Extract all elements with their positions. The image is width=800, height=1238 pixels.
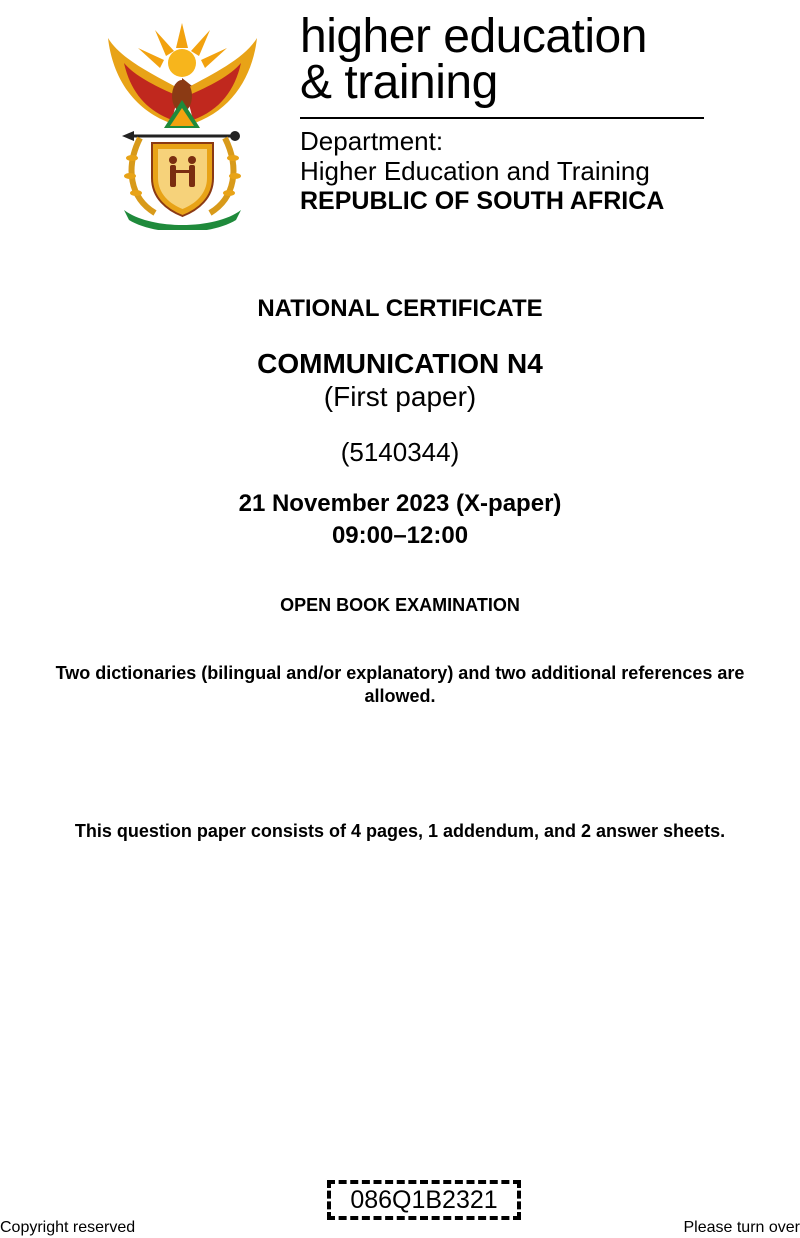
coat-of-arms-logo xyxy=(100,18,265,230)
turn-over-note: Please turn over xyxy=(683,1219,800,1236)
dept-label: Department: xyxy=(300,126,444,156)
paper-code: 086Q1B2321 xyxy=(350,1185,498,1214)
exam-date: 21 November 2023 (X-paper) xyxy=(238,490,562,517)
certificate-title: NATIONAL CERTIFICATE xyxy=(257,295,543,322)
copyright-notice: Copyright reserved xyxy=(0,1219,136,1236)
header-divider xyxy=(300,117,704,119)
department-wordmark xyxy=(300,10,647,109)
paper-code-box xyxy=(327,1180,521,1220)
exam-type: OPEN BOOK EXAMINATION xyxy=(280,595,520,615)
dept-name-line1: higher education xyxy=(300,10,647,63)
subject-code: (5140344) xyxy=(340,437,460,467)
sun-disc xyxy=(168,49,196,77)
allowed-references-note: Two dictionaries (bilingual and/or explanatory) and two additional references are allowed. xyxy=(55,663,745,706)
dept-name-line2: & training xyxy=(300,56,498,109)
country-name: REPUBLIC OF SOUTH AFRICA xyxy=(300,187,665,215)
dept-full-name: Higher Education and Training xyxy=(300,156,650,186)
subject-title: COMMUNICATION N4 xyxy=(257,348,543,379)
page-count-note: This question paper consists of 4 pages, 1 addendum, and 2 answer sheets. xyxy=(74,821,726,841)
department-block xyxy=(300,126,664,216)
exam-time: 09:00–12:00 xyxy=(331,522,469,549)
paper-number: (First paper) xyxy=(323,381,477,412)
